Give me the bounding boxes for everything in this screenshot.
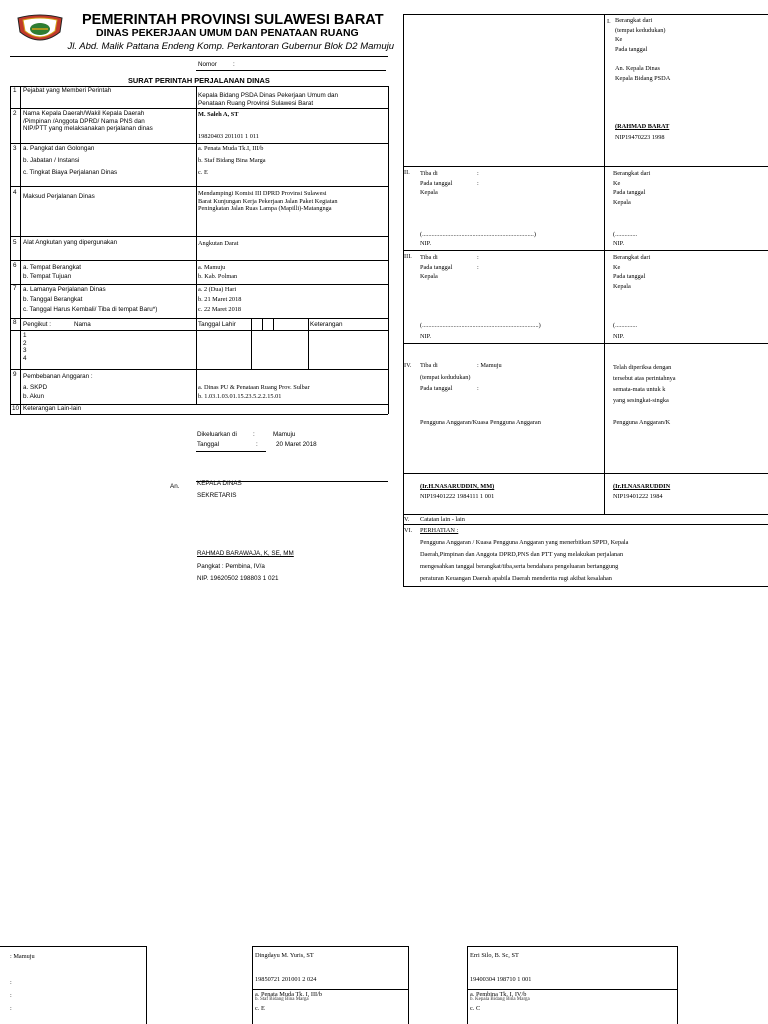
issued-date: 20 Maret 2018 bbox=[276, 441, 317, 448]
section-III-left: Tiba di Pada tanggal Kepala bbox=[420, 254, 453, 280]
bottom-col1-line1: : Mamuju bbox=[10, 953, 35, 960]
section-IV-tiba: Tiba di bbox=[420, 362, 438, 369]
bottom-col3-rank: a. Pembina Tk. I, IV/b bbox=[470, 991, 527, 998]
row-number: 1 bbox=[13, 87, 17, 94]
section-I-nip: NIP19470223 1998 bbox=[615, 134, 665, 141]
row-9-label: Pembebanan Anggaran : bbox=[23, 373, 93, 380]
sppd-table bbox=[10, 86, 388, 414]
row-2-nip: 19820403 201101 1 011 bbox=[198, 133, 259, 140]
row-3-value-c: c. E bbox=[198, 169, 208, 176]
row-8-label: Pengikut : bbox=[23, 321, 52, 328]
bottom-col3-nip: 19400304 198710 1 001 bbox=[470, 976, 532, 983]
issued-place-colon: : bbox=[253, 431, 255, 438]
row-5-value: Angkutan Darat bbox=[198, 240, 239, 247]
row-9-label-b: b. Akun bbox=[23, 393, 45, 400]
section-IV-tiba-value: : Mamuju bbox=[477, 362, 502, 369]
section-I-number: I. bbox=[607, 18, 611, 25]
row-2-name: M. Saleh A, ST bbox=[198, 111, 239, 118]
header-rule bbox=[10, 56, 388, 57]
section-IV-tanggal-colon: : bbox=[477, 385, 479, 392]
section-II-colons: : : bbox=[477, 170, 479, 187]
row-4-value: Mendampingi Komisi III DPRD Provinsi Sulawesi Barat Kunjungan Kerja Pekerjaan Jalan Paket Kegiatan Peningkatan Jalan Ruas Lampa (Mapilli)-Matangnga bbox=[198, 190, 338, 213]
issued-place: Mamuju bbox=[273, 431, 296, 438]
signature-an: An. bbox=[170, 483, 180, 490]
row-3-label-a: a. Pangkat dan Golongan bbox=[23, 145, 95, 152]
bottom-col2-name: Dingdayu M. Yuris, ST bbox=[255, 952, 314, 959]
section-IV-name: (Ir.H.NASARUDDIN, MM) bbox=[420, 483, 495, 490]
section-IV-pa: Pengguna Anggaran/Kuasa Pengguna Anggaran bbox=[420, 419, 541, 426]
row-number: 2 bbox=[13, 110, 17, 117]
section-II-nip-right: NIP. bbox=[613, 240, 625, 247]
row-3-value-a: a. Penata Muda Tk.I, III/b bbox=[198, 145, 264, 152]
section-IV-pa-right: Pengguna Anggaran/K bbox=[613, 419, 671, 426]
row-6-value-a: a. Mamuju bbox=[198, 264, 226, 271]
bottom-col2-grade: c. E bbox=[255, 1005, 265, 1012]
section-III-nip: NIP. bbox=[420, 333, 432, 340]
signature-title-2: SEKRETARIS bbox=[197, 492, 237, 499]
row-8-items: 1 2 3 4 bbox=[23, 332, 27, 362]
bottom-col3-job: b. Kepala Bidang Bina Marga bbox=[470, 997, 530, 1002]
row-number: 10 bbox=[12, 405, 20, 412]
bottom-col3-grade: c. C bbox=[470, 1005, 481, 1012]
row-number: 3 bbox=[13, 145, 17, 152]
row-3-label-c: c. Tingkat Biaya Perjalanan Dinas bbox=[23, 169, 118, 176]
issued-rule bbox=[196, 451, 266, 452]
row-9-value-b: b. 1.03.1.03.01.15.23.5.2.2.15.01 bbox=[198, 393, 282, 400]
section-VI-label: PERHATIAN : bbox=[420, 527, 459, 534]
section-IV-nip-right: NIP19401222 1984 bbox=[613, 493, 663, 500]
row-1-label: Pejabat yang Memberi Perintah bbox=[23, 87, 112, 94]
row-5-label: Alat Angkutan yang dipergunakan bbox=[23, 239, 118, 246]
section-III-colons: : : bbox=[477, 254, 479, 271]
row-6-label-a: a. Tempat Berangkat bbox=[23, 264, 81, 271]
section-III-number: III. bbox=[404, 253, 412, 260]
section-II-number: II. bbox=[404, 169, 410, 176]
section-V-number: V. bbox=[404, 516, 410, 523]
row-6-value-b: b. Kab. Polman bbox=[198, 273, 238, 280]
header-address: Jl. Abd. Malik Pattana Endeng Komp. Perkantoran Gubernur Blok D2 Mamuju bbox=[67, 41, 394, 52]
row-7-label-c: c. Tanggal Harus Kembali/ Tiba di tempat Baru*) bbox=[23, 306, 158, 313]
header-title-2: DINAS PEKERJAAN UMUM DAN PENATAAN RUANG bbox=[96, 27, 359, 39]
bottom-col2-rank: a. Penata Muda Tk. I, III/b bbox=[255, 991, 323, 998]
bottom-col1-colon: : bbox=[10, 992, 12, 999]
issued-date-colon: : bbox=[256, 441, 258, 448]
section-III-nip-right: NIP. bbox=[613, 333, 625, 340]
row-7-value-c: c. 22 Maret 2018 bbox=[198, 306, 242, 313]
row-number: 7 bbox=[13, 285, 17, 292]
section-I-name: (RAHMAD BARAT bbox=[615, 123, 670, 130]
signature-name: RAHMAD BARAWAJA, K, SE, MM bbox=[197, 550, 294, 557]
section-II-left: Tiba di Pada tanggal Kepala bbox=[420, 170, 453, 196]
row-4-label: Maksud Perjalanan Dinas bbox=[23, 193, 95, 200]
issued-date-label: Tanggal bbox=[197, 441, 220, 448]
row-8-name-header: Nama bbox=[74, 321, 91, 328]
signature-nip: NIP. 19620502 198803 1 021 bbox=[197, 575, 279, 582]
section-IV-tempat: (tempat kedudukan) bbox=[420, 374, 471, 381]
signature-rank: Pangkat : Pembina, IV/a bbox=[197, 563, 265, 570]
bottom-col1-colon: : bbox=[10, 1005, 12, 1012]
bottom-col1-colon: : bbox=[10, 979, 12, 986]
header-title-1: PEMERINTAH PROVINSI SULAWESI BARAT bbox=[82, 12, 384, 28]
row-2-label: Nama Kepala Daerah/Wakil Kepala Daerah /Pimpinan /Anggota DPRD/ Nama PNS dan NIP/PTT yang melaksanakan perjalanan dinas bbox=[23, 110, 153, 133]
row-1-value: Kepala Bidang PSDA Dinas Pekerjaan Umum dan Penataan Ruang Provinsi Sulawesi Barat bbox=[198, 92, 339, 107]
row-number: 4 bbox=[13, 189, 17, 196]
section-IV-tanggal: Pada tanggal bbox=[420, 385, 453, 392]
row-7-label-b: b. Tanggal Berangkat bbox=[23, 296, 83, 303]
row-9-label-a: a. SKPD bbox=[23, 384, 48, 391]
row-7-value-a: a. 2 (Dua) Hari bbox=[198, 286, 237, 293]
row-7-value-b: b. 21 Maret 2018 bbox=[198, 296, 242, 303]
section-IV-name-right: (Ir.H.NASARUDDIN bbox=[613, 483, 671, 490]
section-IV-number: IV. bbox=[404, 362, 412, 369]
bottom-col3-name: Erri Silo, B. Sc, ST bbox=[470, 952, 519, 959]
section-IV-nip: NIP19401222 1984111 1 001 bbox=[420, 493, 495, 500]
section-VI-lines: Pengguna Anggaran / Kuasa Pengguna Anggaran yang menerbitkan SPPD, Kepala Daerah,Pimpinan dan Anggota DPRD,PNS dan PTT yang melakukan perjalanan mengesahkan tanggal berangkat/tiba,serta bendahara pengeluaran bertanggung peraturan Keuangan Daerah apabila Daerah menderita rugi akibat kesalahan bbox=[420, 539, 629, 582]
nomor-label: Nomor bbox=[198, 61, 217, 68]
province-logo bbox=[16, 14, 64, 46]
section-II-nip: NIP. bbox=[420, 240, 432, 247]
route-table bbox=[403, 14, 768, 587]
nomor-rule bbox=[196, 70, 386, 71]
section-III-right: Berangkat dari Ke Pada tanggal Kepala bbox=[613, 254, 651, 290]
bottom-col2-nip: 19850721 201001 2 024 bbox=[255, 976, 317, 983]
row-9-value-a: a. Dinas PU & Penataan Ruang Prov. Sulbar bbox=[198, 384, 310, 391]
row-10-label: Keterangan Lain-lain bbox=[23, 405, 82, 412]
bottom-col2-job: b. Staf Bidang Bina Marga bbox=[255, 997, 309, 1002]
signature-rule bbox=[196, 481, 388, 482]
row-number: 8 bbox=[13, 319, 17, 326]
signature-title-1: KEPALA DINAS bbox=[197, 480, 242, 487]
row-8-ket-header: Keterangan bbox=[310, 321, 343, 328]
section-III-dots: (..........................................................................) bbox=[420, 322, 541, 329]
row-number: 5 bbox=[13, 239, 17, 246]
issued-place-label: Dikeluarkan di bbox=[197, 431, 237, 438]
row-3-label-b: b. Jabatan / Instansi bbox=[23, 157, 80, 164]
doc-title: SURAT PERINTAH PERJALANAN DINAS bbox=[128, 76, 270, 85]
nomor-colon: : bbox=[233, 61, 235, 68]
section-II-dots-right: (.............. bbox=[613, 231, 638, 238]
section-IV-right-lines: Telah diperiksa dengan tersebut atas perintahnya semata-mata untuk k yang sesingkat-singka bbox=[613, 364, 676, 404]
next-page-preview bbox=[0, 946, 768, 1024]
row-number: 9 bbox=[13, 371, 17, 378]
section-II-right: Berangkat dari Ke Pada tanggal Kepala bbox=[613, 170, 651, 206]
row-number: 6 bbox=[13, 262, 17, 269]
row-6-label-b: b. Tempat Tujuan bbox=[23, 273, 72, 280]
row-7-label-a: a. Lamanya Perjalanan Dinas bbox=[23, 286, 106, 293]
row-8-dob-header: Tanggal Lahir bbox=[198, 321, 236, 328]
section-II-dots: (.......................................................................) bbox=[420, 231, 536, 238]
section-VI-number: VI. bbox=[404, 527, 413, 534]
section-I-lines: Berangkat dari (tempat kedudukan) Ke Pada tanggal An. Kepala Dinas Kepala Bidang PSDA bbox=[615, 17, 671, 82]
row-3-value-b: b. Staf Bidang Bina Marga bbox=[198, 157, 266, 164]
section-V-label: Catatan lain - lain bbox=[420, 516, 465, 523]
section-III-dots-right: (.............. bbox=[613, 322, 638, 329]
